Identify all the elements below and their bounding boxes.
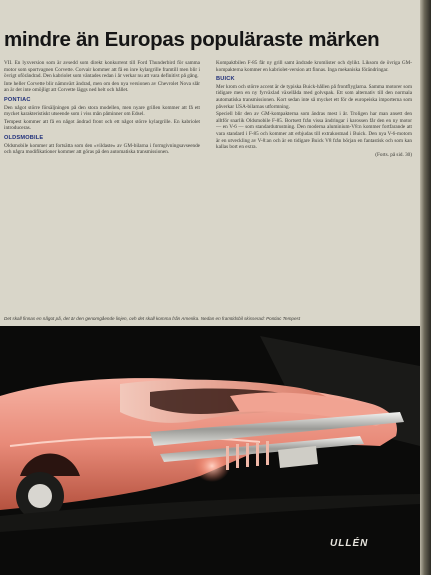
right-column [216, 60, 412, 310]
headline: mindre än Europas populäraste märken [4, 28, 380, 51]
paragraph: VII. En lyxversion som är avsedd som direkt konkurrent till Ford Thunderbird för samma motor som sportvagnen Corvette. Corvair kommer att få en inre kylargrille framtill men blir i övrigt oförändrad. Den kabriolet som väntades redan i år verkar nu att vara definitivt på gång. [4, 60, 200, 80]
subheading-pontiac: PONTIAC [4, 96, 31, 103]
continued-note: (Forts. på sid. 30) [375, 151, 412, 158]
subheading-oldsmobile: OLDSMOBILE [4, 134, 44, 141]
illustration-caption: Det skall finnas en något på, det är den genomgående linjen, ovh det skall komma från Amerika. Nedan en framtidsbil skisserad: Pontiac Tempest [4, 316, 301, 321]
paragraph: Oldsmobile kommer att fortsätta som den »vildaste» av GM-bilarna i formgivningsavseende och några modifikationer kommer att göras på den automatiska transmissionen. [4, 142, 200, 156]
artist-signature: ULLÉN [330, 538, 369, 549]
paragraph: Speciell blir den av GM-kompakterna som ändras mest i år. Troligen har man ansett den alltför snarlik Oldsmobile F-85. Bortsett från vissa ändringar i karossen får den en ny motor — en V-6 — som standardutrustning. Den moderna aluminium-V8:n kommer fortfarande att vara standard i F-85 och kommer att erbjudas till extrakostnad i Buick. Den nya V-6-motorn är en utveckling av V-8:an och är en tidigare Buick V8 från början en fantastisk och som kan kallas bort en extra. [216, 111, 412, 151]
paragraph: Kompaktbilen F-85 får ny grill samt ändrade kromlister och dylikt. Liksom de övriga GM-kompakterna kommer en kabriolet-version att finnas. Inga mekaniska förändringar. [216, 60, 412, 73]
paragraph: Den något större försäljningen på den stora modellen, men nyare grillen kommer att få ett mycket karakteristiskt utseende som i viss mån påminner om Edsel. [4, 104, 200, 118]
paragraph: Mer krom och större accent är de typiska Buick-hållen på frontflyglarna. Samma motorer som tidigare men en ny fyrväxlad växellåda med golvspak. Ett som alternativ till den normala automatiska transmissionen. Kort sedan inte så mycket ett för de europeiska importerna som påverkar USA-bilarnas utformning. [216, 83, 412, 110]
paragraph: Tempest kommer att få en något ändrad front och ett något större kylargrille. En kabriolet introduceras. [4, 118, 200, 132]
subheading-buick: BUICK [216, 76, 235, 83]
paragraph: Inte heller Corvette blir nämnvärt ändrad, men om den nya versionen av Chevrolet Nova slår an är det inte omöjligt att Corvette läggs ned helt och hållet. [4, 80, 200, 94]
binding-edge [420, 0, 431, 575]
left-column [4, 60, 200, 310]
